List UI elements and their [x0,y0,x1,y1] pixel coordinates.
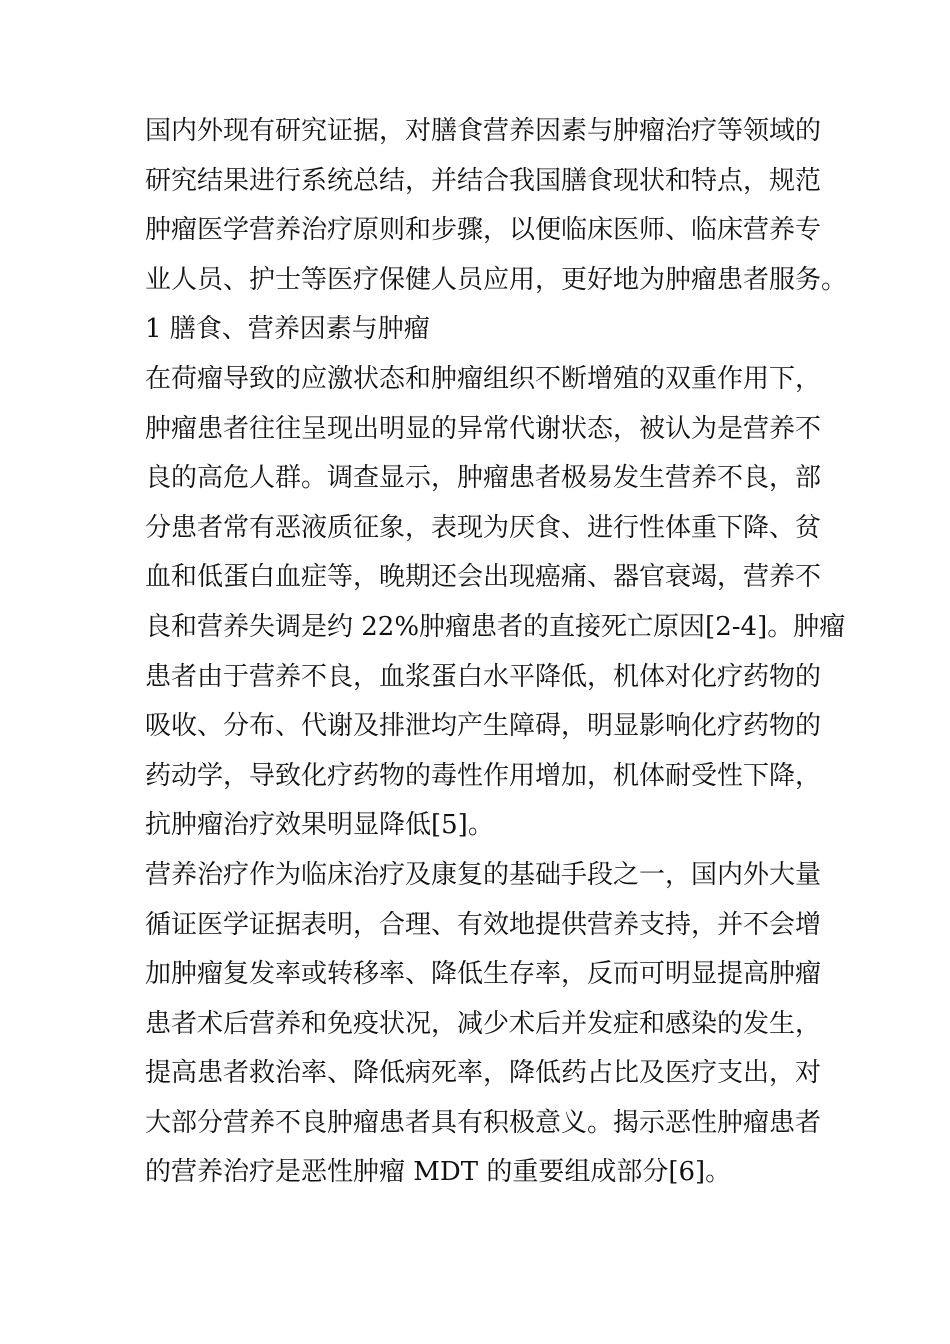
text-line: 血和低蛋白血症等，晚期还会出现癌痛、器官衰竭，营养不 [145,562,822,593]
text-line: 营养治疗作为临床治疗及康复的基础手段之一，国内外大量 [145,859,822,890]
text-line: 患者术后营养和免疫状况，减少术后并发症和感染的发生， [145,1008,822,1039]
text-line: 加肿瘤复发率或转移率、降低生存率，反而可明显提高肿瘤 [145,959,822,990]
text-line: 吸收、分布、代谢及排泄均产生障碍，明显影响化疗药物的 [145,711,822,742]
text-line: 业人员、护士等医疗保健人员应用，更好地为肿瘤患者服务。 [145,264,848,295]
text-line: 国内外现有研究证据，对膳食营养因素与肿瘤治疗等领域的 [145,116,822,146]
text-line: 在荷瘤导致的应激状态和肿瘤组织不断增殖的双重作用下， [145,363,822,394]
text-line: 患者由于营养不良，血浆蛋白水平降低，机体对化疗药物的 [145,661,822,692]
text-line: 提高患者救治率、降低病死率，降低药占比及医疗支出，对 [145,1058,822,1089]
text-line: 的营养治疗是恶性肿瘤 MDT 的重要组成部分[6]。 [145,1157,732,1188]
text-line: 分患者常有恶液质征象，表现为厌食、进行性体重下降、贫 [145,512,822,543]
section-heading: 1 膳食、营养因素与肿瘤 [145,314,430,345]
text-line: 抗肿瘤治疗效果明显降低[5]。 [145,810,494,841]
text-line: 良的高危人群。调查显示，肿瘤患者极易发生营养不良，部 [145,463,822,494]
text-line: 良和营养失调是约 22%肿瘤患者的直接死亡原因[2-4]。肿瘤 [145,611,846,642]
text-line: 药动学，导致化疗药物的毒性作用增加，机体耐受性下降， [145,760,822,791]
text-line: 大部分营养不良肿瘤患者具有积极意义。揭示恶性肿瘤患者 [145,1107,822,1138]
text-line: 肿瘤医学营养治疗原则和步骤，以便临床医师、临床营养专 [145,215,822,246]
text-line: 研究结果进行系统总结，并结合我国膳食现状和特点，规范 [145,165,822,196]
text-line: 肿瘤患者往往呈现出明显的异常代谢状态，被认为是营养不 [145,413,822,444]
text-line: 循证医学证据表明，合理、有效地提供营养支持，并不会增 [145,909,822,940]
body-text [145,107,848,1198]
